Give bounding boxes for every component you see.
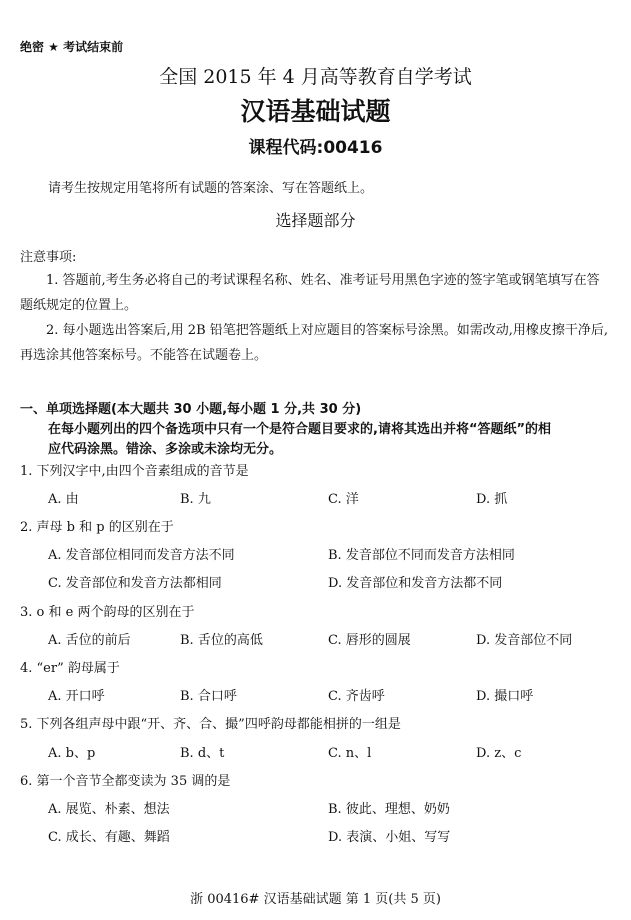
section-title: 选择题部分 xyxy=(275,211,356,230)
question-1-option-c: C. 洋 xyxy=(328,492,359,507)
question-5-stem: 5. 下列各组声母中跟“开、齐、合、撮”四呼韵母都能相拼的一组是 xyxy=(20,717,401,732)
page-footer: 浙 00416# 汉语基础试题 第 1 页(共 5 页) xyxy=(190,892,441,907)
question-6-option-a: A. 展览、朴素、想法 xyxy=(48,802,170,817)
question-1-option-a: A. 由 xyxy=(48,492,79,507)
note-1: 1. 答题前,考生务必将自己的考试课程名称、姓名、准考证号用黑色字迹的签字笔或钢笔填写在答题纸规定的位置上。 xyxy=(20,273,600,313)
question-2-option-a: A. 发音部位相同而发音方法不同 xyxy=(48,548,235,563)
question-5-option-d: D. z、c xyxy=(476,746,522,761)
question-2-option-b: B. 发音部位不同而发音方法相同 xyxy=(328,548,515,563)
question-5-option-b: B. d、t xyxy=(180,746,225,761)
question-2-stem: 2. 声母 b 和 p 的区别在于 xyxy=(20,520,174,535)
question-6-option-b: B. 彼此、理想、奶奶 xyxy=(328,802,450,817)
question-3-option-a: A. 舌位的前后 xyxy=(48,633,131,648)
question-4-stem: 4. “er” 韵母属于 xyxy=(20,661,120,676)
question-4-option-c: C. 齐齿呼 xyxy=(328,689,385,704)
question-4-option-d: D. 撮口呼 xyxy=(476,689,534,704)
question-4-option-a: A. 开口呼 xyxy=(48,689,105,704)
part1-desc-line2: 应代码涂黑。错涂、多涂或未涂均无分。 xyxy=(48,442,283,457)
question-1-option-d: D. 抓 xyxy=(476,492,508,507)
question-1-option-b: B. 九 xyxy=(180,492,211,507)
confidential-label: 绝密 ★ 考试结束前 xyxy=(20,40,124,54)
question-3-option-c: C. 唇形的圆展 xyxy=(328,633,411,648)
question-3-stem: 3. o 和 e 两个韵母的区别在于 xyxy=(20,605,195,620)
question-5-option-a: A. b、p xyxy=(48,746,96,761)
question-4-option-b: B. 合口呼 xyxy=(180,689,237,704)
question-3-option-d: D. 发音部位不同 xyxy=(476,633,573,648)
question-6-option-d: D. 表演、小姐、写写 xyxy=(328,830,451,845)
question-1-stem: 1. 下列汉字中,由四个音素组成的音节是 xyxy=(20,464,249,479)
course-code: 课程代码:00416 xyxy=(248,138,383,158)
question-6-stem: 6. 第一个音节全都变读为 35 调的是 xyxy=(20,774,231,789)
question-6-option-c: C. 成长、有趣、舞蹈 xyxy=(48,830,170,845)
question-5-option-c: C. n、l xyxy=(328,746,372,761)
notes-heading: 注意事项: xyxy=(20,250,77,265)
part1-desc-line1: 在每小题列出的四个备选项中只有一个是符合题目要求的,请将其选出并将“答题纸”的相 xyxy=(48,422,552,437)
exam-title: 全国 2015 年 4 月高等教育自学考试 xyxy=(159,66,472,88)
note-2: 2. 每小题选出答案后,用 2B 铅笔把答题纸上对应题目的答案标号涂黑。如需改动,用橡皮擦干净后,再选涂其他答案标号。不能答在试题卷上。 xyxy=(20,323,609,363)
instruction: 请考生按规定用笔将所有试题的答案涂、写在答题纸上。 xyxy=(48,181,374,196)
part1-heading: 一、单项选择题(本大题共 30 小题,每小题 1 分,共 30 分) xyxy=(20,402,362,417)
question-2-option-c: C. 发音部位和发音方法都相同 xyxy=(48,576,222,591)
question-3-option-b: B. 舌位的高低 xyxy=(180,633,263,648)
question-2-option-d: D. 发音部位和发音方法都不同 xyxy=(328,576,503,591)
subject-title: 汉语基础试题 xyxy=(240,97,391,126)
